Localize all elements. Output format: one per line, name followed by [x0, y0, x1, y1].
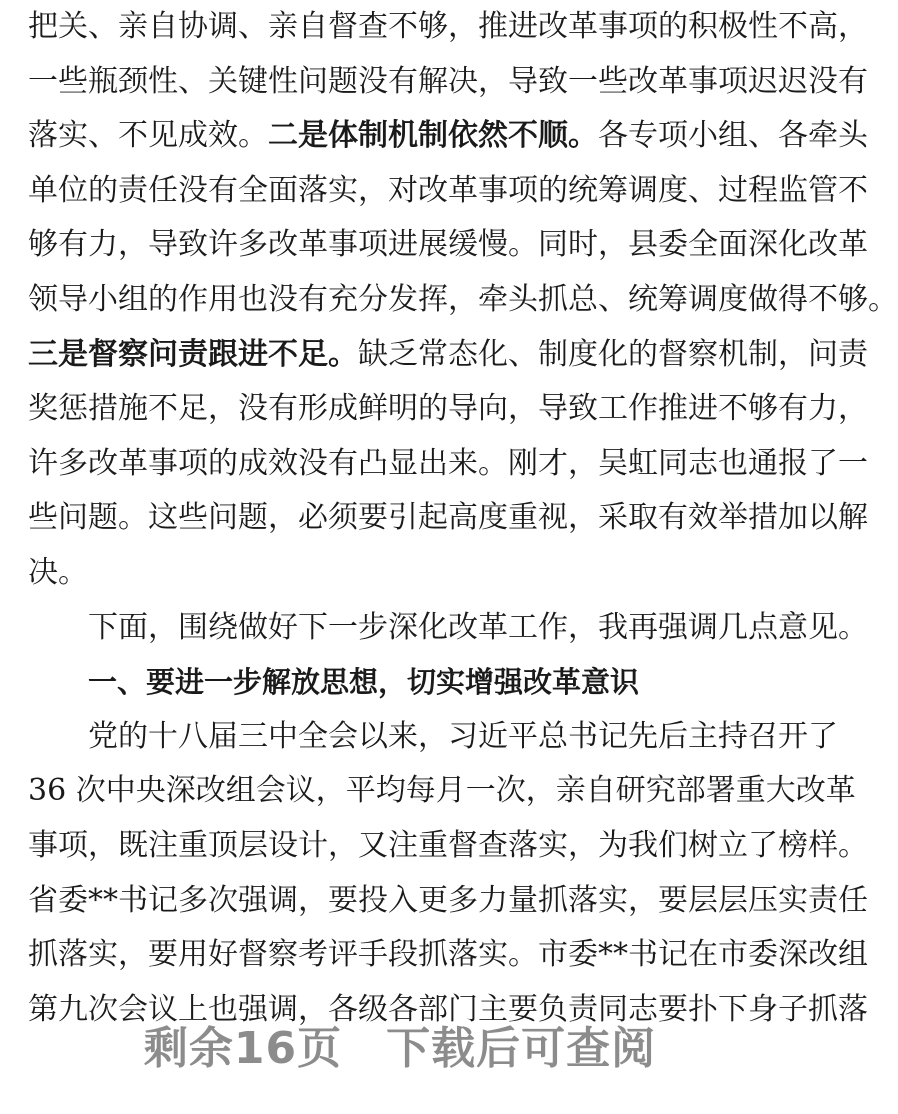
text-line: 第九次会议上也强调，各级各部门主要负责同志要扑下身子抓落: [28, 991, 868, 1027]
remaining-pages-label: 剩余16页: [143, 1023, 343, 1074]
text-line: [28, 328, 868, 383]
text-line: 决。: [28, 554, 88, 590]
text-line: 党的十八届三中全会以来，习近平总书记先后主持召开了: [88, 718, 838, 754]
text-line: 事项，既注重顶层设计，又注重督查落实，为我们树立了榜样。: [28, 827, 868, 863]
text-line: 下面，围绕做好下一步深化改革工作，我再强调几点意见。: [88, 609, 868, 645]
download-prompt[interactable]: [0, 1012, 800, 1076]
text-line: 抓落实，要用好督察考评手段抓落实。市委**书记在市委深改组: [28, 937, 868, 973]
text-line: 单位的责任没有全面落实，对改革事项的统筹调度、过程监管不: [28, 172, 868, 208]
bold-point-2: 二是体制机制依然不顺。: [268, 118, 598, 154]
text-line: 把关、亲自协调、亲自督查不够，推进改革事项的积极性不高，: [28, 9, 868, 44]
download-to-view-label: 下载后可查阅: [386, 1023, 657, 1074]
text-line: 36 次中央深改组会议，平均每月一次，亲自研究部署重大改革: [28, 773, 856, 809]
text-segment: 落实、不见成效。: [28, 118, 268, 154]
bold-point-3: 三是督察问责跟进不足。: [28, 336, 358, 372]
document-body: [28, 0, 898, 1037]
text-line: 够有力，导致许多改革事项进展缓慢。同时，县委全面深化改革: [28, 227, 868, 263]
text-segment: 缺乏常态化、制度化的督察机制，问责: [358, 336, 868, 372]
text-line: 一些瓶颈性、关键性问题没有解决，导致一些改革事项迟迟没有: [28, 63, 868, 99]
section-heading: 一、要进一步解放思想，切实增强改革意识: [88, 665, 640, 700]
text-line: 省委**书记多次强调，要投入更多力量抓落实，要层层压实责任: [28, 882, 868, 918]
text-line: 奖惩措施不足，没有形成鲜明的导向，导致工作推进不够有力，: [28, 391, 868, 427]
text-segment: 各专项小组、各牵头: [598, 118, 868, 154]
text-line: 领导小组的作用也没有充分发挥，牵头抓总、统筹调度做得不够。: [28, 281, 898, 317]
text-line: 些问题。这些问题，必须要引起高度重视，采取有效举措加以解: [28, 500, 868, 536]
text-line: [28, 109, 868, 164]
text-line: 许多改革事项的成效没有凸显出来。刚才，吴虹同志也通报了一: [28, 445, 868, 481]
